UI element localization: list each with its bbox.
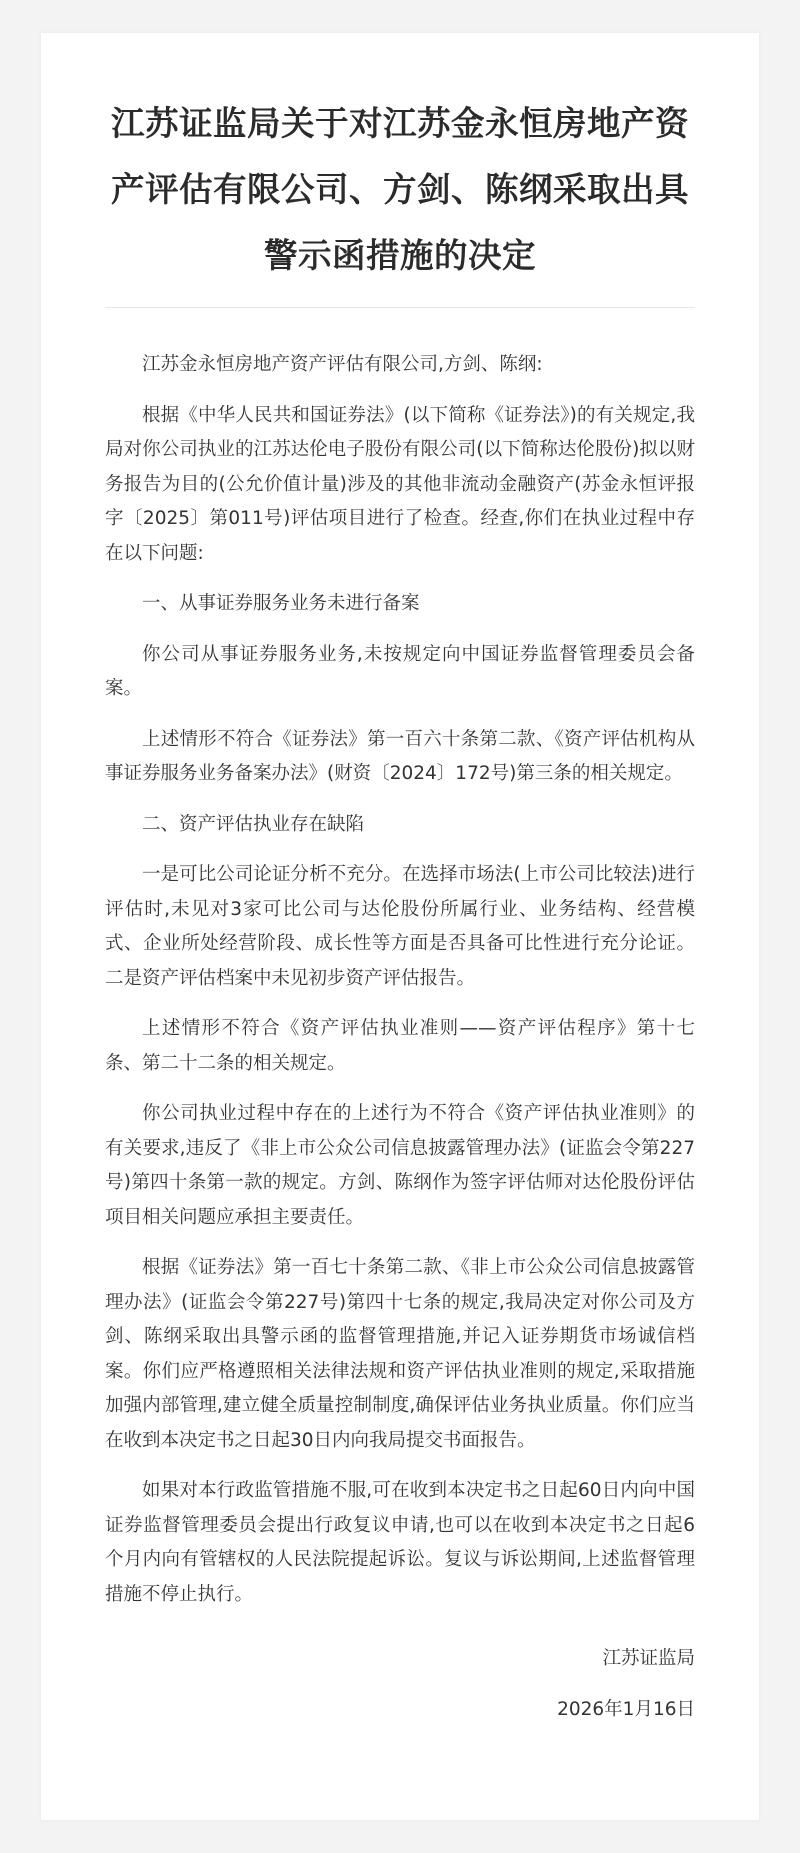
body-paragraph: 一是可比公司论证分析不充分。在选择市场法(上市公司比较法)进行评估时,未见对3家可比公司与达伦股份所属行业、业务结构、经营模式、企业所处经营阶段、成长性等方面是否具备可比性进行充分论证。二是资产评估档案中未见初步资产评估报告。 [105, 864, 695, 989]
signature-date: 2026年1月16日 [557, 1698, 695, 1720]
body-paragraph: 你公司从事证券服务业务,未按规定向中国证券监督管理委员会备案。 [105, 643, 695, 699]
section-heading: 二、资产评估执业存在缺陷 [142, 813, 365, 835]
body-paragraph: 你公司执业过程中存在的上述行为不符合《资产评估执业准则》的有关要求,违反了《非上市公众公司信息披露管理办法》(证监会令第227号)第四十条第一款的规定。方剑、陈纲作为签字评估师对达伦股份评估项目相关问题应承担主要责任。 [105, 1103, 695, 1228]
signature-organization: 江苏证监局 [602, 1648, 695, 1669]
body-paragraph: 如果对本行政监管措施不服,可在收到本决定书之日起60日内向中国证券监督管理委员会提出行政复议申请,也可以在收到本决定书之日起6个月内向有管辖权的人民法院提起诉讼。复议与诉讼期间,上述监督管理措施不停止执行。 [105, 1480, 695, 1605]
body-paragraph: 上述情形不符合《证券法》第一百六十条第二款、《资产评估机构从事证券服务业务备案办法》(财资〔2024〕172号)第三条的相关规定。 [105, 728, 695, 784]
body-paragraph: 根据《证券法》第一百七十条第二款、《非上市公众公司信息披露管理办法》(证监会令第227号)第四十七条的规定,我局决定对你公司及方剑、陈纲采取出具警示函的监督管理措施,并记入证券期货市场诚信档案。你们应严格遵照相关法律法规和资产评估执业准则的规定,采取措施加强内部管理,建立健全质量控制制度,确保评估业务执业质量。你们应当在收到本决定书之日起30日内向我局提交书面报告。 [105, 1257, 695, 1451]
section-heading: 一、从事证券服务业务未进行备案 [142, 593, 420, 614]
body-paragraph: 根据《中华人民共和国证券法》(以下简称《证券法》)的有关规定,我局对你公司执业的江苏达伦电子股份有限公司(以下简称达伦股份)拟以财务报告为目的(公允价值计量)涉及的其他非流动金融资产(苏金永恒评报字〔2025〕第011号)评估项目进行了检查。经查,你们在执业过程中存在以下问题: [105, 404, 695, 564]
document-card [41, 33, 759, 1820]
title-divider [105, 307, 695, 308]
document-body [105, 348, 695, 1612]
document-title: 江苏证监局关于对江苏金永恒房地产资产评估有限公司、方剑、陈纲采取出具警示函措施的决定 [111, 104, 689, 275]
addressee-paragraph: 江苏金永恒房地产资产评估有限公司,方剑、陈纲: [142, 354, 543, 375]
body-paragraph: 上述情形不符合《资产评估执业准则——资产评估程序》第十七条、第二十二条的相关规定。 [105, 1018, 695, 1074]
document-content [105, 91, 695, 1727]
